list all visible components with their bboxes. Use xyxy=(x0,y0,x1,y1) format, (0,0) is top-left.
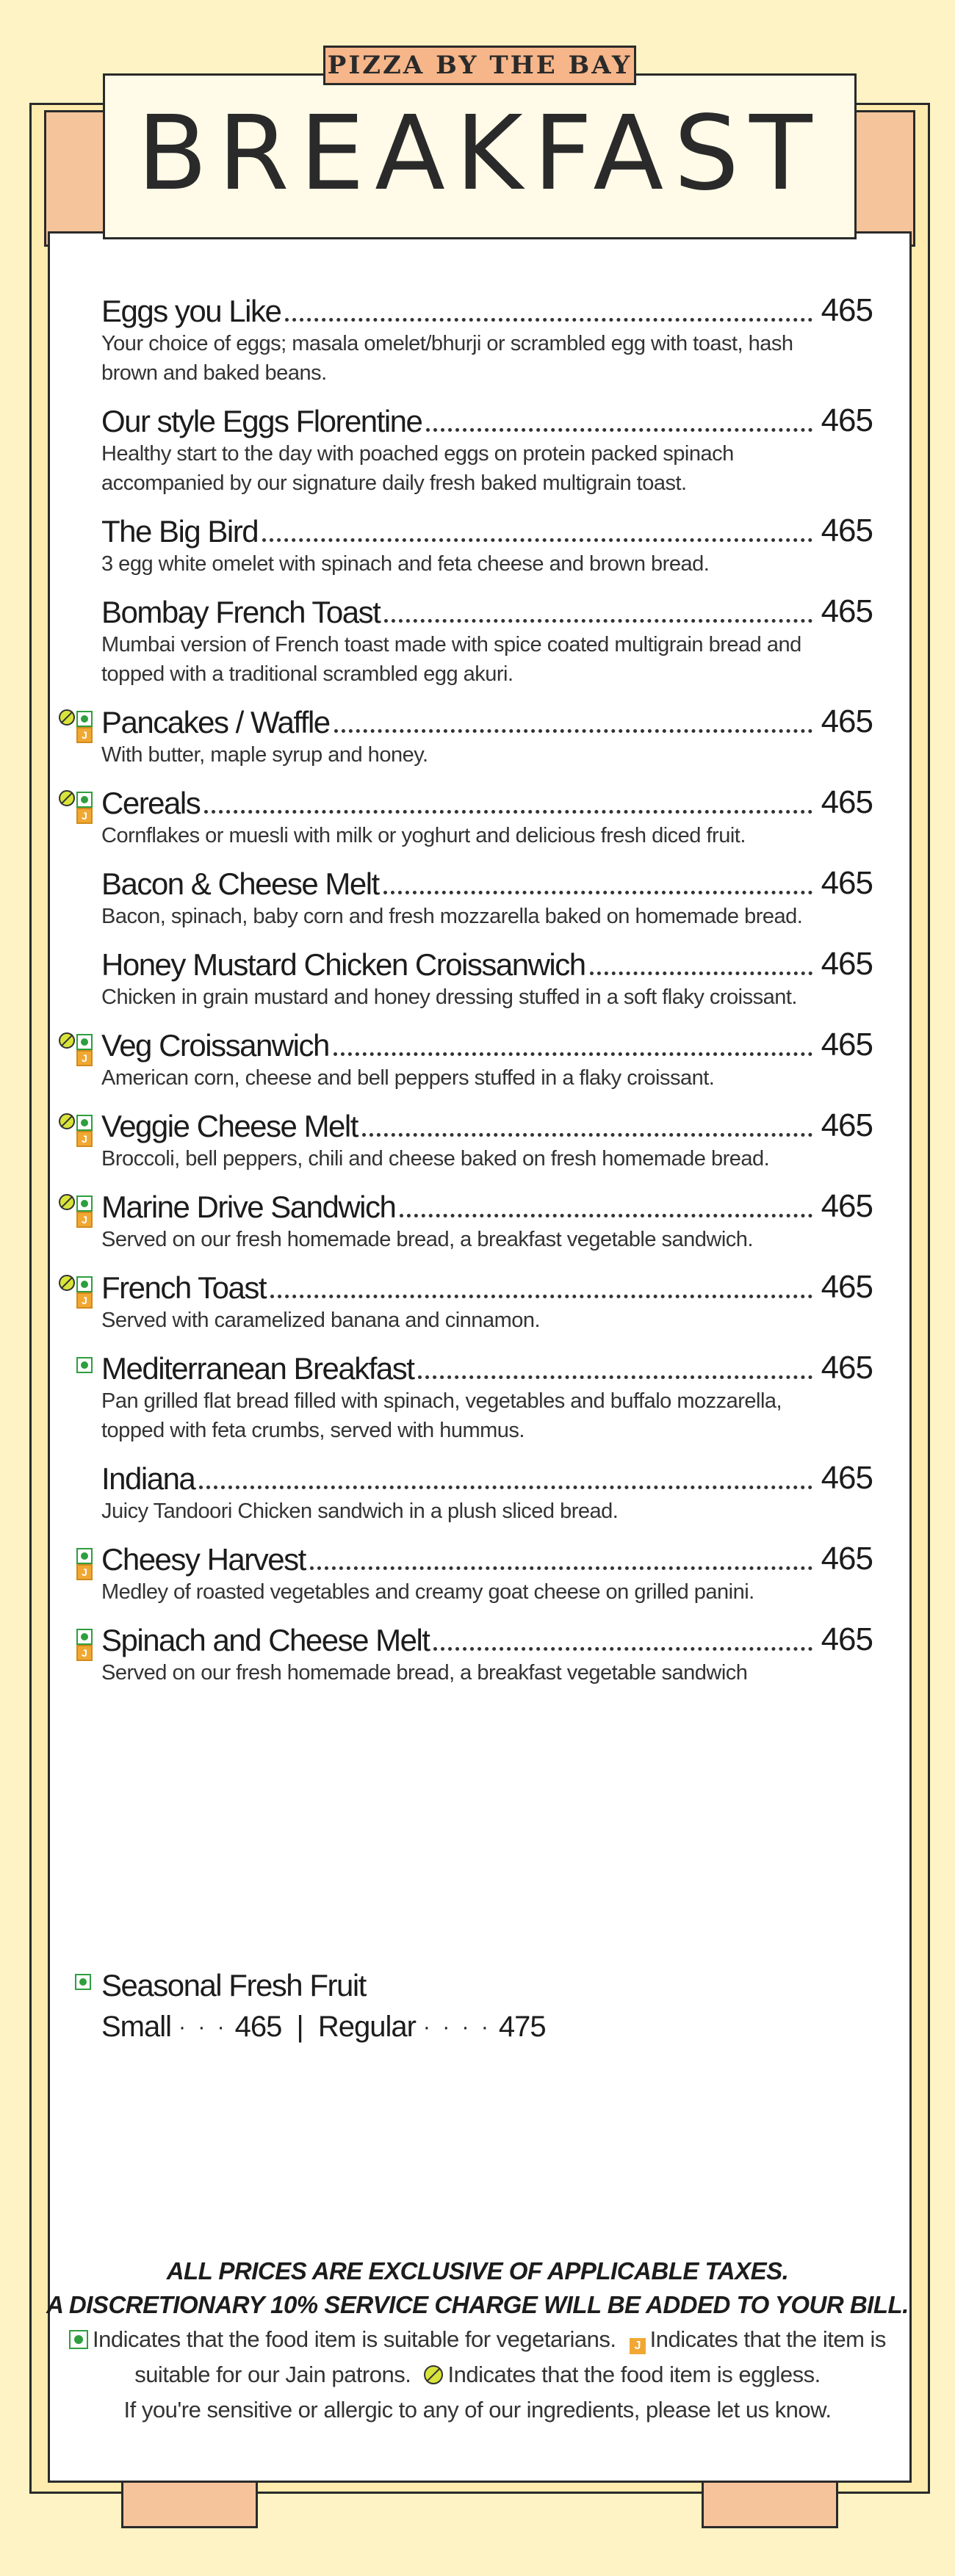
fruit-regular-price: 475 xyxy=(498,2011,546,2043)
veg-icon xyxy=(76,711,93,727)
jain-icon: J xyxy=(76,1564,93,1580)
leader-dots xyxy=(262,538,812,542)
jain-legend: Indicates that the item is suitable for our Jain patrons. xyxy=(134,2326,886,2387)
jain-icon: J xyxy=(76,808,93,824)
item-description: 3 egg white omelet with spinach and feta cheese and brown bread. xyxy=(101,552,710,576)
leader-dots xyxy=(270,1295,812,1298)
eggless-icon xyxy=(59,1113,75,1129)
jain-icon: J xyxy=(76,727,93,743)
brand-logo xyxy=(323,46,636,85)
menu-item xyxy=(101,402,873,498)
item-price: 465 xyxy=(821,1269,873,1305)
eggless-icon xyxy=(424,2365,443,2384)
item-badges xyxy=(59,1627,96,1660)
item-name: Bombay French Toast xyxy=(101,595,381,629)
menu-item xyxy=(82,1621,873,1687)
menu-item xyxy=(82,1269,873,1335)
eggless-legend: Indicates that the food item is eggless. xyxy=(447,2362,821,2387)
item-row xyxy=(101,402,873,439)
decor-foot-left xyxy=(121,2482,258,2528)
item-description: Mumbai version of French toast made with spice coated multigrain bread and topped with a traditional scrambled egg akuri. xyxy=(101,633,801,686)
leader-dots xyxy=(334,1052,812,1056)
jain-icon: J xyxy=(76,1131,93,1147)
item-description: Healthy start to the day with poached eggs on protein packed spinach accompanied by our signature daily fresh baked multigrain toast. xyxy=(101,442,734,495)
item-name: Cereals xyxy=(101,786,201,820)
veg-icon xyxy=(76,1034,93,1050)
item-name: The Big Bird xyxy=(101,514,259,549)
item-price: 465 xyxy=(821,865,873,901)
leader-dots xyxy=(426,428,812,432)
item-name: Veg Croissanwich xyxy=(101,1028,329,1063)
item-name: French Toast xyxy=(101,1270,267,1305)
item-row xyxy=(101,784,873,821)
item-badges xyxy=(59,790,96,822)
item-price: 465 xyxy=(821,1107,873,1143)
menu-item xyxy=(82,1027,873,1093)
item-name: Cheesy Harvest xyxy=(101,1542,306,1577)
item-row xyxy=(101,1269,873,1306)
veg-icon xyxy=(76,1357,93,1373)
leader-dots xyxy=(285,318,812,322)
item-row xyxy=(101,1350,873,1386)
leader-dots xyxy=(418,1375,812,1379)
fruit-regular-label: Regular xyxy=(317,2011,416,2043)
footer-notes xyxy=(44,2254,911,2428)
page-title: BREAKFAST xyxy=(137,94,823,214)
item-badges xyxy=(59,709,96,742)
menu-content xyxy=(48,231,912,2483)
menu-item xyxy=(101,593,873,689)
item-name: Spinach and Cheese Melt xyxy=(101,1623,430,1657)
leader-dots xyxy=(433,1647,812,1651)
item-name: Veggie Cheese Melt xyxy=(101,1109,358,1143)
leader-dots xyxy=(384,619,812,623)
item-price: 465 xyxy=(821,1621,873,1657)
fruit-prices xyxy=(101,2011,873,2044)
item-price: 465 xyxy=(821,703,873,739)
item-badges xyxy=(59,1546,96,1579)
leader-dots xyxy=(199,1486,812,1489)
fruit-row xyxy=(101,1967,873,2003)
fruit-name: Seasonal Fresh Fruit xyxy=(101,1968,366,2002)
fruit-small-price: 465 xyxy=(234,2011,282,2043)
item-price: 465 xyxy=(821,1027,873,1063)
item-description: Broccoli, bell peppers, chili and cheese baked on fresh homemade bread. xyxy=(101,1147,770,1171)
veg-icon xyxy=(76,1115,93,1131)
veg-icon xyxy=(76,1276,93,1292)
leader-dots xyxy=(362,1133,812,1137)
item-description: Bacon, spinach, baby corn and fresh mozzarella baked on homemade bread. xyxy=(101,905,803,928)
item-badges xyxy=(59,1275,96,1307)
item-row xyxy=(101,703,873,740)
fruit-item xyxy=(101,1967,873,2044)
allergy-note: If you're sensitive or allergic to any of our ingredients, please let us know. xyxy=(123,2397,832,2423)
veg-icon xyxy=(76,1629,93,1645)
item-badges xyxy=(59,1356,96,1388)
item-description: Cornflakes or muesli with milk or yoghurt and delicious fresh diced fruit. xyxy=(101,824,746,847)
item-name: Eggs you Like xyxy=(101,294,281,328)
item-description: Chicken in grain mustard and honey dressing stuffed in a soft flaky croissant. xyxy=(101,985,797,1009)
item-description: Served on our fresh homemade bread, a breakfast vegetable sandwich. xyxy=(101,1228,753,1251)
item-row xyxy=(101,513,873,549)
item-description: Medley of roasted vegetables and creamy goat cheese on grilled panini. xyxy=(101,1580,754,1604)
item-row xyxy=(101,865,873,902)
item-row xyxy=(101,593,873,630)
item-description: American corn, cheese and bell peppers stuffed in a flaky croissant. xyxy=(101,1066,715,1090)
eggless-icon xyxy=(59,1275,75,1291)
fruit-dots: · · · xyxy=(179,2014,228,2039)
item-row xyxy=(101,1621,873,1658)
item-row xyxy=(101,292,873,329)
item-price: 465 xyxy=(821,784,873,820)
item-description: Juicy Tandoori Chicken sandwich in a plush sliced bread. xyxy=(101,1499,619,1523)
eggless-icon xyxy=(59,1194,75,1210)
fruit-separator: | xyxy=(296,2011,303,2043)
item-name: Mediterranean Breakfast xyxy=(101,1351,414,1386)
item-row xyxy=(101,1027,873,1063)
brand-name: PIZZA BY THE BAY xyxy=(327,51,633,80)
item-price: 465 xyxy=(821,1541,873,1577)
fruit-small-label: Small xyxy=(101,2011,172,2043)
item-name: Marine Drive Sandwich xyxy=(101,1190,396,1224)
item-badges xyxy=(59,1032,96,1065)
menu-item xyxy=(101,946,873,1012)
jain-icon: J xyxy=(76,1212,93,1228)
menu-item xyxy=(101,865,873,931)
menu-item xyxy=(82,703,873,770)
item-row xyxy=(101,1460,873,1497)
menu-item xyxy=(82,1541,873,1607)
item-name: Pancakes / Waffle xyxy=(101,705,330,739)
jain-icon: J xyxy=(76,1292,93,1309)
veg-icon xyxy=(76,1195,93,1212)
item-description: Served with caramelized banana and cinnamon. xyxy=(101,1309,541,1332)
menu-items xyxy=(82,292,873,1702)
fruit-dots: · · · · xyxy=(422,2014,491,2039)
item-badges xyxy=(59,1194,96,1226)
leader-dots xyxy=(334,729,812,733)
veg-icon xyxy=(76,1548,93,1564)
service-charge-note: A DISCRETIONARY 10% SERVICE CHARGE WILL BE ADDED TO YOUR BILL. xyxy=(46,2291,909,2318)
menu-item xyxy=(101,1460,873,1526)
item-row xyxy=(101,1541,873,1577)
leader-dots xyxy=(310,1566,812,1570)
item-description: Pan grilled flat bread filled with spinach, vegetables and buffalo mozzarella, topped with feta crumbs, served with hummus. xyxy=(101,1389,782,1442)
item-row xyxy=(101,1188,873,1225)
leader-dots xyxy=(383,891,812,894)
item-price: 465 xyxy=(821,1350,873,1386)
eggless-icon xyxy=(59,1032,75,1049)
eggless-icon xyxy=(59,709,75,726)
menu-item xyxy=(101,1350,873,1445)
item-row xyxy=(101,1107,873,1144)
veg-icon xyxy=(75,1974,91,1990)
jain-icon: J xyxy=(76,1645,93,1661)
item-name: Indiana xyxy=(101,1461,195,1496)
item-description: With butter, maple syrup and honey. xyxy=(101,743,428,767)
item-price: 465 xyxy=(821,946,873,982)
item-price: 465 xyxy=(821,1188,873,1224)
item-badges xyxy=(59,1113,96,1146)
item-price: 465 xyxy=(821,1460,873,1496)
item-name: Honey Mustard Chicken Croissanwich xyxy=(101,947,585,982)
item-description: Your choice of eggs; masala omelet/bhurji or scrambled egg with toast, hash brown and baked beans. xyxy=(101,332,793,385)
item-price: 465 xyxy=(821,292,873,328)
jain-icon: J xyxy=(630,2338,646,2354)
menu-item xyxy=(82,784,873,850)
item-price: 465 xyxy=(821,402,873,438)
item-row xyxy=(101,946,873,983)
tax-note: ALL PRICES ARE EXCLUSIVE OF APPLICABLE TAXES. xyxy=(166,2257,789,2284)
veg-legend: Indicates that the food item is suitable for vegetarians. xyxy=(93,2326,616,2352)
eggless-icon xyxy=(59,790,75,806)
item-price: 465 xyxy=(821,513,873,549)
item-price: 465 xyxy=(821,593,873,629)
item-badges xyxy=(59,1972,96,2005)
legend-line-1 xyxy=(44,2322,911,2392)
jain-icon: J xyxy=(76,1050,93,1066)
item-description: Served on our fresh homemade bread, a breakfast vegetable sandwich xyxy=(101,1661,748,1685)
item-name: Bacon & Cheese Melt xyxy=(101,866,379,901)
veg-icon xyxy=(76,792,93,808)
decor-foot-right xyxy=(702,2482,838,2528)
menu-item xyxy=(82,1107,873,1173)
leader-dots xyxy=(590,972,812,975)
leader-dots xyxy=(204,810,812,814)
menu-item xyxy=(101,292,873,388)
leader-dots xyxy=(400,1214,812,1218)
menu-item xyxy=(101,513,873,579)
menu-item xyxy=(82,1188,873,1254)
item-name: Our style Eggs Florentine xyxy=(101,404,422,438)
veg-icon xyxy=(69,2330,88,2349)
